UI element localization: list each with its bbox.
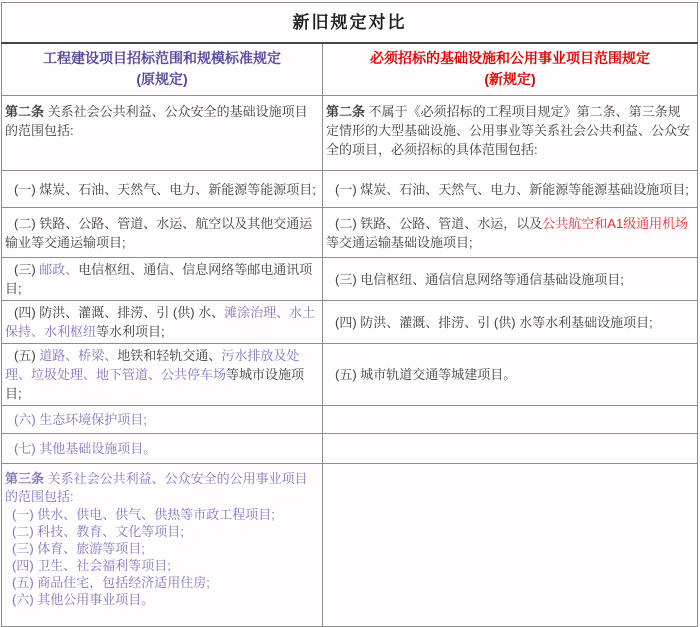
new-article2-text: 不属于《必须招标的工程项目规定》第二条、第三条规定情形的大型基础设施、公用事业等关系社会公共利益、公众安全的项目，必须招标的具体范围包括: xyxy=(326,104,691,157)
article3-line-5: (五) 商品住宅，包括经济适用住房; xyxy=(12,575,210,590)
item-row-other-infra xyxy=(2,434,698,464)
article3-row xyxy=(2,464,698,627)
new-item4-cell xyxy=(323,301,698,344)
old-item2-cell xyxy=(2,208,323,258)
old-item1-cell xyxy=(2,171,323,208)
item-row-telecom xyxy=(2,258,698,301)
new-article3-cell-empty xyxy=(323,464,698,627)
article3-line-6: (六) 其他公用事业项目。 xyxy=(12,592,155,607)
old-article2-intro-cell xyxy=(2,96,323,171)
article3-line-4: (四) 卫生、社会福利等项目; xyxy=(12,558,171,573)
old-article3-text: 关系社会公共利益、公众安全的公用事业项目的范围包括: xyxy=(5,471,308,504)
new-item6-cell-empty xyxy=(323,406,698,434)
header-row xyxy=(2,43,698,96)
article3-line-1: (一) 供水、供电、供气、供热等市政工程项目; xyxy=(12,507,275,522)
old-article3-term: 第三条 xyxy=(5,471,45,486)
old-article2-term: 第二条 xyxy=(5,104,45,119)
page-title: 新旧规定对比 xyxy=(2,3,698,43)
old-item5-text-b: 地铁和轻轨交通、 xyxy=(117,348,222,363)
old-column-header xyxy=(2,43,323,96)
old-item3-cell xyxy=(2,258,323,301)
old-item4-text-b: 等水利项目; xyxy=(96,324,165,339)
old-item5-highlight-b: 污水排放及处理、垃圾处理、地下管道、公共停车场 xyxy=(5,348,300,382)
new-item2-text-b: 等交通运输基础设施项目; xyxy=(326,234,473,250)
old-item6-cell xyxy=(2,406,323,434)
new-item3-cell xyxy=(323,258,698,301)
new-item7-cell-empty xyxy=(323,434,698,464)
new-item5-text: (五) 城市轨道交通等城建项目。 xyxy=(335,367,517,382)
old-item2-text: (二) 铁路、公路、管道、水运、航空以及其他交通运输业等交通运输项目; xyxy=(5,215,313,250)
article3-line-3: (三) 体育、旅游等项目; xyxy=(12,541,145,556)
old-item3-highlight: 邮政、 xyxy=(39,262,79,277)
new-item2-cell xyxy=(323,208,698,258)
old-item4-highlight: 滩涂治理、水土保持、水利枢纽 xyxy=(5,305,316,339)
old-header-line1: 工程建设项目招标范围和规模标准规定 xyxy=(43,50,281,67)
old-item4-cell xyxy=(2,301,323,344)
new-item3-text: (三) 电信枢纽、通信信息网络等通信基础设施项目; xyxy=(335,271,624,287)
new-item2-highlight: 公共航空和A1级通用机场 xyxy=(542,215,689,231)
article2-intro-row xyxy=(2,96,698,171)
item-row-transport xyxy=(2,208,698,258)
old-item6-text: (六) 生态环境保护项目; xyxy=(14,412,147,427)
item-row-urban xyxy=(2,344,698,406)
old-item5-text-a: (五) xyxy=(14,348,40,363)
new-item1-cell xyxy=(323,171,698,208)
new-column-header xyxy=(323,43,698,96)
old-header-line2: (原规定) xyxy=(136,71,188,88)
new-header-line2: (新规定) xyxy=(484,71,536,88)
new-item5-cell xyxy=(323,344,698,406)
old-item7-cell xyxy=(2,434,323,464)
old-item5-highlight-a: 道路、桥梁、 xyxy=(39,348,118,363)
old-item5-text-c: 等城市设施项目; xyxy=(5,367,305,401)
old-article3-intro xyxy=(5,470,316,506)
new-header-line1: 必须招标的基础设施和公用事业项目范围规定 xyxy=(370,50,650,67)
item-row-energy xyxy=(2,171,698,208)
title-row xyxy=(2,3,698,43)
old-item3-text-a: (三) xyxy=(14,262,40,277)
old-item4-text-a: (四) 防洪、灌溉、排涝、引 (供) 水、 xyxy=(14,305,225,320)
old-article3-cell xyxy=(2,464,323,627)
old-item3-text-b: 电信枢纽、通信、信息网络等邮电通讯项目; xyxy=(5,262,313,296)
new-item1-text: (一) 煤炭、石油、天然气、电力、新能源等能源基础设施项目; xyxy=(335,181,689,197)
new-item4-text: (四) 防洪、灌溉、排涝、引 (供) 水等水利基础设施项目; xyxy=(335,314,653,330)
new-article2-term: 第二条 xyxy=(326,104,366,119)
new-item2-text-a: (二) 铁路、公路、管道、水运，以及 xyxy=(335,215,543,231)
old-item1-text: (一) 煤炭、石油、天然气、电力、新能源等能源项目; xyxy=(14,181,316,197)
item-row-water xyxy=(2,301,698,344)
article3-line-2: (二) 科技、教育、文化等项目; xyxy=(12,524,184,539)
new-article2-intro-cell xyxy=(323,96,698,171)
old-item5-cell xyxy=(2,344,323,406)
old-item7-text: (七) 其他基础设施项目。 xyxy=(14,441,157,456)
comparison-table xyxy=(1,2,698,627)
old-article2-text: 关系社会公共利益、公众安全的基础设施项目的范围包括: xyxy=(5,104,308,138)
item-row-ecology xyxy=(2,406,698,434)
